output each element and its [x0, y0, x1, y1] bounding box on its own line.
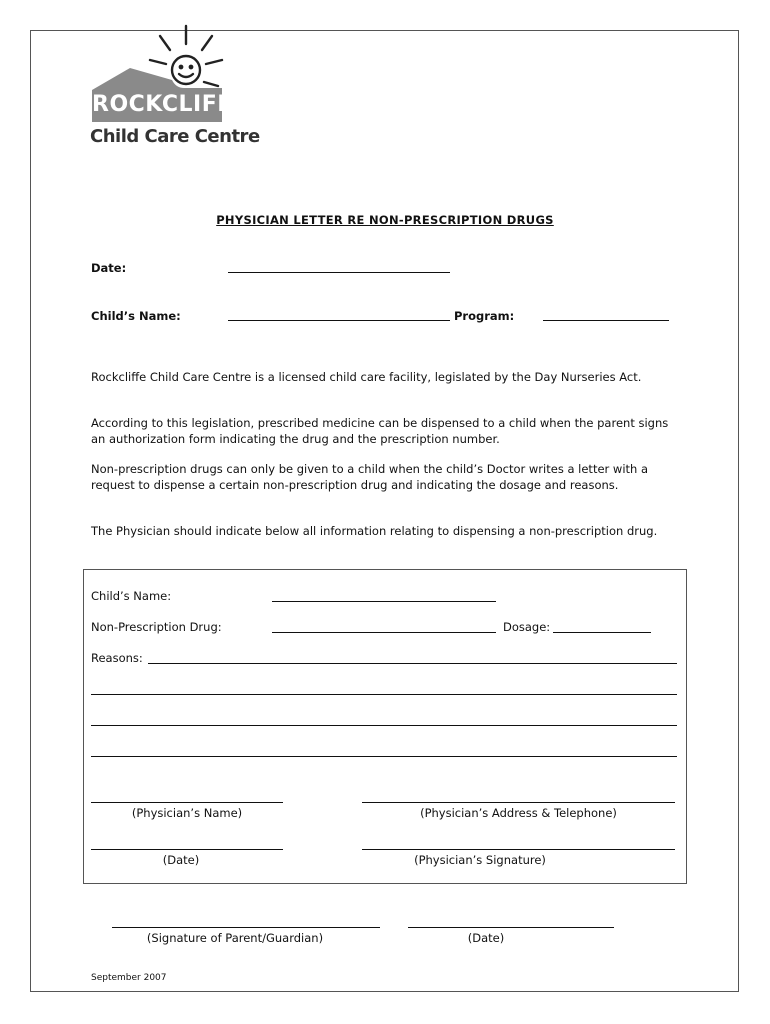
childs-name-label: Child’s Name:	[91, 309, 181, 323]
dosage-field[interactable]	[553, 632, 651, 633]
parent-date-caption: (Date)	[467, 931, 505, 945]
reasons-field-line-3[interactable]	[91, 725, 677, 726]
paragraph-licensed: Rockcliffe Child Care Centre is a licensed child care facility, legislated by the Day Nurseries Act.	[91, 370, 642, 384]
physician-date-field[interactable]	[91, 849, 283, 850]
physician-name-caption: (Physician’s Name)	[131, 806, 243, 820]
program-label: Program:	[454, 309, 515, 323]
physician-address-caption: (Physician’s Address & Telephone)	[420, 806, 617, 820]
box-childs-name-label: Child’s Name:	[91, 589, 172, 603]
physician-date-caption: (Date)	[162, 853, 200, 867]
physician-address-field[interactable]	[362, 802, 675, 803]
physician-signature-caption: (Physician’s Signature)	[414, 853, 546, 867]
box-childs-name-field[interactable]	[272, 601, 496, 602]
footer-date: September 2007	[91, 973, 167, 983]
paragraph-physician-instruction: The Physician should indicate below all information relating to dispensing a non-prescription drug.	[91, 524, 658, 538]
physician-info-box	[83, 569, 687, 884]
logo-name-line1: ROCKCLIFFE	[92, 92, 249, 117]
date-field[interactable]	[228, 272, 450, 273]
childs-name-field[interactable]	[228, 320, 450, 321]
logo-name-line2: Child Care Centre	[90, 126, 260, 147]
document-title: PHYSICIAN LETTER RE NON-PRESCRIPTION DRUGS	[216, 213, 554, 227]
dosage-label: Dosage:	[503, 620, 551, 634]
program-field[interactable]	[543, 320, 669, 321]
drug-field[interactable]	[272, 632, 496, 633]
parent-date-field[interactable]	[408, 927, 614, 928]
date-label: Date:	[91, 261, 127, 275]
parent-signature-field[interactable]	[112, 927, 380, 928]
reasons-field-line-1[interactable]	[148, 663, 677, 664]
parent-signature-caption: (Signature of Parent/Guardian)	[146, 931, 324, 945]
physician-signature-field[interactable]	[362, 849, 675, 850]
reasons-label: Reasons:	[91, 651, 143, 665]
paragraph-non-prescription: Non-prescription drugs can only be given to a child when the child’s Doctor writes a letter with a request to dispense a certain non-prescription drug and indicating the dosage and reasons.	[91, 462, 649, 492]
reasons-field-line-2[interactable]	[91, 694, 677, 695]
drug-label: Non-Prescription Drug:	[91, 620, 222, 634]
reasons-field-line-4[interactable]	[91, 756, 677, 757]
physician-name-field[interactable]	[91, 802, 283, 803]
paragraph-legislation: According to this legislation, prescribed medicine can be dispensed to a child when the parent signs an authorization form indicating the drug and the prescription number.	[91, 416, 669, 446]
